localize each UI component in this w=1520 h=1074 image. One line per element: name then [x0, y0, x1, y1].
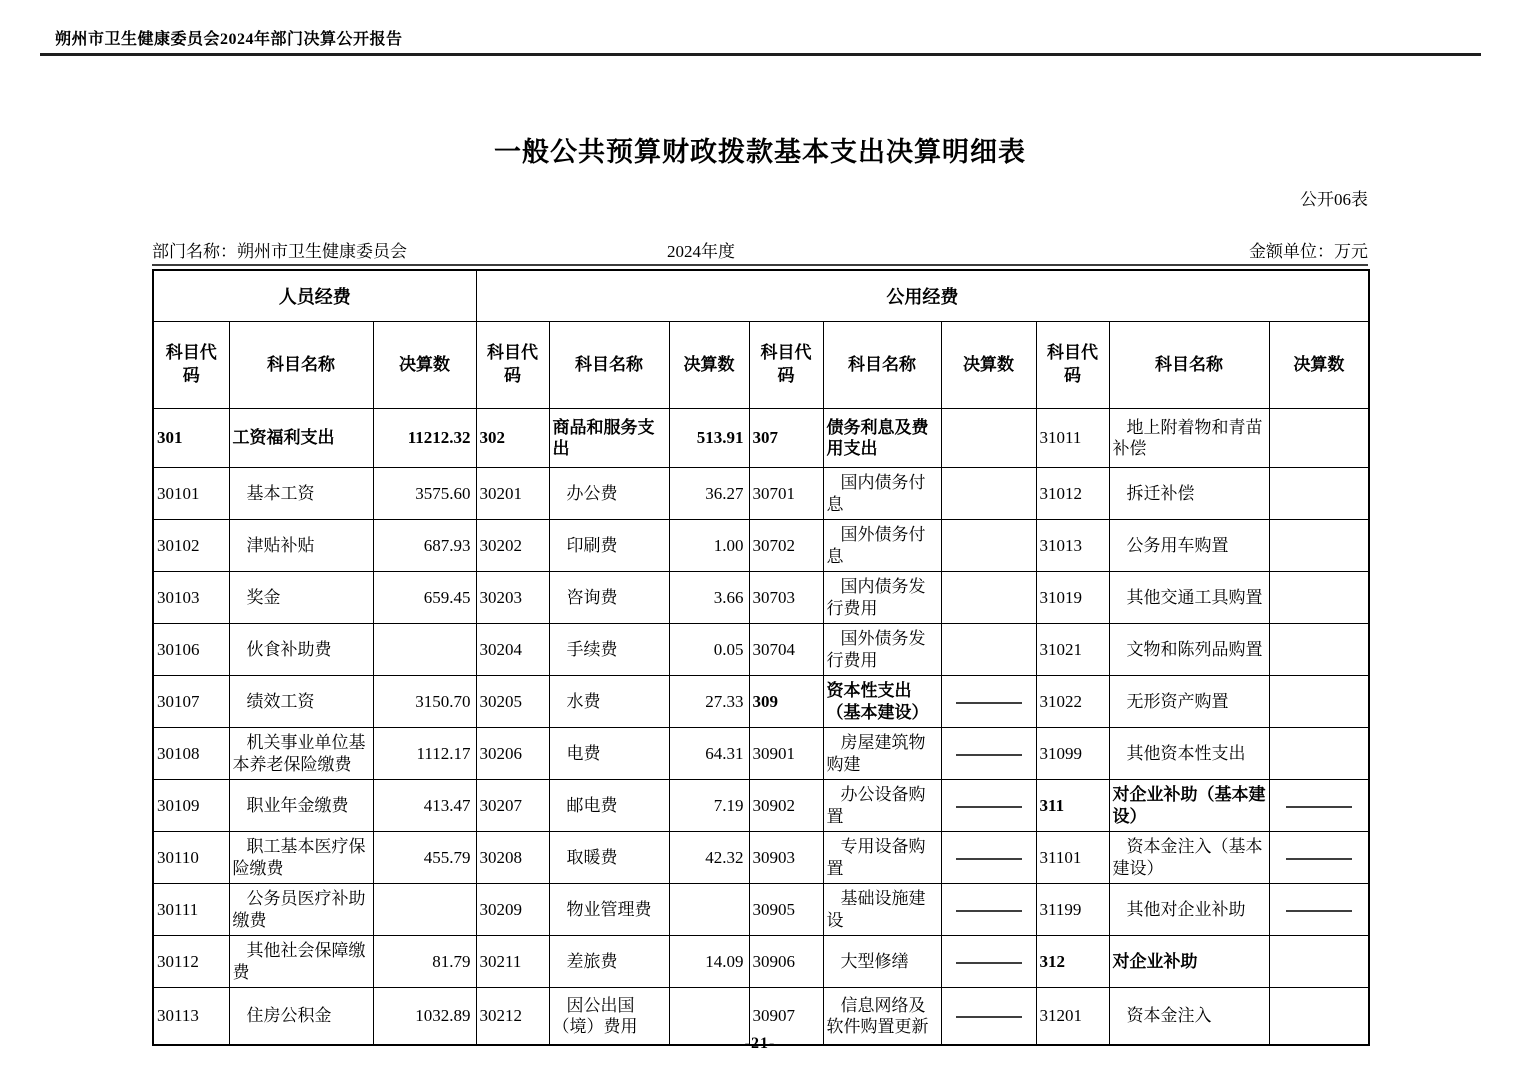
name-cell: 其他对企业补助	[1109, 884, 1269, 936]
code-cell: 30212	[476, 988, 549, 1046]
value-cell: 1112.17	[373, 728, 476, 780]
table-row	[153, 409, 1369, 468]
name-cell: 专用设备购置	[823, 832, 941, 884]
value-cell: 3150.70	[373, 676, 476, 728]
code-cell: 31012	[1036, 468, 1109, 520]
code-cell: 311	[1036, 780, 1109, 832]
column-header-cell: 科目名称	[823, 322, 941, 409]
value-cell	[1269, 520, 1369, 572]
name-cell: 职工基本医疗保险缴费	[229, 832, 373, 884]
value-cell	[941, 409, 1036, 468]
table-body	[153, 409, 1369, 1046]
name-cell: 取暖费	[549, 832, 669, 884]
name-cell: 办公费	[549, 468, 669, 520]
value-cell	[373, 624, 476, 676]
value-cell	[941, 572, 1036, 624]
code-cell: 30108	[153, 728, 229, 780]
name-cell: 资本金注入（基本建设）	[1109, 832, 1269, 884]
value-cell	[1269, 572, 1369, 624]
value-cell: 42.32	[669, 832, 749, 884]
group-header-row	[153, 270, 1369, 322]
value-cell: 1.00	[669, 520, 749, 572]
group-header-cell: 公用经费	[476, 270, 1369, 322]
column-header-cell: 决算数	[941, 322, 1036, 409]
value-cell	[1269, 409, 1369, 468]
value-cell	[1269, 676, 1369, 728]
column-header-cell: 科目代码	[476, 322, 549, 409]
code-cell: 31022	[1036, 676, 1109, 728]
name-cell: 公务员医疗补助缴费	[229, 884, 373, 936]
name-cell: 办公设备购置	[823, 780, 941, 832]
amount-unit: 金额单位：万元	[1249, 242, 1368, 261]
code-cell: 307	[749, 409, 823, 468]
code-cell: 30203	[476, 572, 549, 624]
fiscal-year: 2024年度	[667, 242, 735, 261]
table-number: 公开06表	[1300, 190, 1368, 209]
value-cell: 455.79	[373, 832, 476, 884]
table-row	[153, 624, 1369, 676]
page-title: 一般公共预算财政拨款基本支出决算明细表	[494, 137, 1026, 167]
code-cell: 30113	[153, 988, 229, 1046]
dash-placeholder	[1286, 858, 1352, 860]
value-cell	[1269, 624, 1369, 676]
table-row	[153, 728, 1369, 780]
code-cell: 30107	[153, 676, 229, 728]
name-cell: 文物和陈列品购置	[1109, 624, 1269, 676]
department-name: 部门名称：朔州市卫生健康委员会	[152, 242, 407, 261]
value-cell	[941, 780, 1036, 832]
value-cell: 0.05	[669, 624, 749, 676]
name-cell: 房屋建筑物购建	[823, 728, 941, 780]
value-cell	[941, 624, 1036, 676]
value-cell: 81.79	[373, 936, 476, 988]
name-cell: 国内债务发行费用	[823, 572, 941, 624]
value-cell: 3575.60	[373, 468, 476, 520]
code-cell: 30112	[153, 936, 229, 988]
code-cell: 30201	[476, 468, 549, 520]
name-cell: 国内债务付息	[823, 468, 941, 520]
name-cell: 差旅费	[549, 936, 669, 988]
name-cell: 绩效工资	[229, 676, 373, 728]
name-cell: 大型修缮	[823, 936, 941, 988]
name-cell: 手续费	[549, 624, 669, 676]
name-cell: 因公出国（境）费用	[549, 988, 669, 1046]
column-header-cell: 决算数	[1269, 322, 1369, 409]
name-cell: 职业年金缴费	[229, 780, 373, 832]
code-cell: 31199	[1036, 884, 1109, 936]
value-cell: 64.31	[669, 728, 749, 780]
name-cell: 国外债务发行费用	[823, 624, 941, 676]
name-cell: 印刷费	[549, 520, 669, 572]
value-cell	[941, 520, 1036, 572]
table-row	[153, 468, 1369, 520]
name-cell: 资本金注入	[1109, 988, 1269, 1046]
code-cell: 30208	[476, 832, 549, 884]
code-cell: 30211	[476, 936, 549, 988]
value-cell	[941, 468, 1036, 520]
code-cell: 302	[476, 409, 549, 468]
value-cell	[941, 936, 1036, 988]
name-cell: 资本性支出（基本建设）	[823, 676, 941, 728]
table-row	[153, 572, 1369, 624]
code-cell: 309	[749, 676, 823, 728]
value-cell: 413.47	[373, 780, 476, 832]
value-cell: 7.19	[669, 780, 749, 832]
code-cell: 30102	[153, 520, 229, 572]
value-cell: 687.93	[373, 520, 476, 572]
value-cell: 36.27	[669, 468, 749, 520]
code-cell: 30106	[153, 624, 229, 676]
name-cell: 电费	[549, 728, 669, 780]
name-cell: 住房公积金	[229, 988, 373, 1046]
code-cell: 30204	[476, 624, 549, 676]
code-cell: 31101	[1036, 832, 1109, 884]
code-cell: 31021	[1036, 624, 1109, 676]
value-cell	[1269, 780, 1369, 832]
value-cell	[1269, 468, 1369, 520]
value-cell	[941, 728, 1036, 780]
group-header-cell: 人员经费	[153, 270, 476, 322]
table-row	[153, 520, 1369, 572]
name-cell: 其他社会保障缴费	[229, 936, 373, 988]
value-cell	[1269, 936, 1369, 988]
name-cell: 债务利息及费用支出	[823, 409, 941, 468]
name-cell: 机关事业单位基本养老保险缴费	[229, 728, 373, 780]
code-cell: 30703	[749, 572, 823, 624]
dash-placeholder	[956, 858, 1022, 860]
table-head	[153, 270, 1369, 409]
code-cell: 30907	[749, 988, 823, 1046]
code-cell: 301	[153, 409, 229, 468]
name-cell: 邮电费	[549, 780, 669, 832]
code-cell: 30209	[476, 884, 549, 936]
table-row	[153, 780, 1369, 832]
name-cell: 对企业补助（基本建设）	[1109, 780, 1269, 832]
name-cell: 咨询费	[549, 572, 669, 624]
table-top-rule	[152, 264, 1368, 266]
name-cell: 商品和服务支出	[549, 409, 669, 468]
code-cell: 31201	[1036, 988, 1109, 1046]
name-cell: 其他资本性支出	[1109, 728, 1269, 780]
name-cell: 伙食补助费	[229, 624, 373, 676]
name-cell: 奖金	[229, 572, 373, 624]
name-cell: 对企业补助	[1109, 936, 1269, 988]
name-cell: 其他交通工具购置	[1109, 572, 1269, 624]
code-cell: 30202	[476, 520, 549, 572]
value-cell	[941, 676, 1036, 728]
code-cell: 30111	[153, 884, 229, 936]
code-cell: 30905	[749, 884, 823, 936]
name-cell: 信息网络及软件购置更新	[823, 988, 941, 1046]
value-cell: 1032.89	[373, 988, 476, 1046]
page-number: -21-	[744, 1035, 776, 1052]
name-cell: 拆迁补偿	[1109, 468, 1269, 520]
value-cell	[941, 832, 1036, 884]
dash-placeholder	[956, 910, 1022, 912]
name-cell: 国外债务付息	[823, 520, 941, 572]
name-cell: 公务用车购置	[1109, 520, 1269, 572]
value-cell: 659.45	[373, 572, 476, 624]
code-cell: 30205	[476, 676, 549, 728]
column-header-cell: 科目代码	[1036, 322, 1109, 409]
name-cell: 基本工资	[229, 468, 373, 520]
code-cell: 30701	[749, 468, 823, 520]
column-header-cell: 科目名称	[549, 322, 669, 409]
code-cell: 312	[1036, 936, 1109, 988]
column-header-cell: 科目名称	[229, 322, 373, 409]
column-header-cell: 科目名称	[1109, 322, 1269, 409]
name-cell: 工资福利支出	[229, 409, 373, 468]
column-header-cell: 科目代码	[153, 322, 229, 409]
code-cell: 30901	[749, 728, 823, 780]
code-cell: 31011	[1036, 409, 1109, 468]
value-cell	[1269, 832, 1369, 884]
code-cell: 31019	[1036, 572, 1109, 624]
report-header: 朔州市卫生健康委员会2024年部门决算公开报告	[55, 31, 403, 48]
name-cell: 地上附着物和青苗补偿	[1109, 409, 1269, 468]
table-row	[153, 936, 1369, 988]
dash-placeholder	[956, 806, 1022, 808]
value-cell: 14.09	[669, 936, 749, 988]
code-cell: 31099	[1036, 728, 1109, 780]
value-cell	[941, 884, 1036, 936]
dash-placeholder	[1286, 806, 1352, 808]
name-cell: 津贴补贴	[229, 520, 373, 572]
table-row	[153, 884, 1369, 936]
dash-placeholder	[956, 1016, 1022, 1018]
code-cell: 30101	[153, 468, 229, 520]
name-cell: 水费	[549, 676, 669, 728]
column-header-cell: 决算数	[669, 322, 749, 409]
code-cell: 30109	[153, 780, 229, 832]
column-header-cell: 科目代码	[749, 322, 823, 409]
table-row	[153, 676, 1369, 728]
value-cell	[1269, 728, 1369, 780]
code-cell: 30903	[749, 832, 823, 884]
value-cell	[1269, 884, 1369, 936]
value-cell	[669, 884, 749, 936]
value-cell: 513.91	[669, 409, 749, 468]
name-cell: 基础设施建设	[823, 884, 941, 936]
dash-placeholder	[956, 702, 1022, 704]
value-cell	[373, 884, 476, 936]
dash-placeholder	[956, 754, 1022, 756]
value-cell: 11212.32	[373, 409, 476, 468]
value-cell: 27.33	[669, 676, 749, 728]
budget-table	[152, 269, 1370, 1046]
code-cell: 30103	[153, 572, 229, 624]
code-cell: 30207	[476, 780, 549, 832]
code-cell: 30906	[749, 936, 823, 988]
column-header-row	[153, 322, 1369, 409]
dash-placeholder	[1286, 910, 1352, 912]
dash-placeholder	[956, 962, 1022, 964]
code-cell: 30702	[749, 520, 823, 572]
header-rule	[40, 53, 1481, 56]
table-row	[153, 832, 1369, 884]
code-cell: 30110	[153, 832, 229, 884]
name-cell: 无形资产购置	[1109, 676, 1269, 728]
code-cell: 31013	[1036, 520, 1109, 572]
name-cell: 物业管理费	[549, 884, 669, 936]
code-cell: 30206	[476, 728, 549, 780]
code-cell: 30704	[749, 624, 823, 676]
value-cell: 3.66	[669, 572, 749, 624]
column-header-cell: 决算数	[373, 322, 476, 409]
code-cell: 30902	[749, 780, 823, 832]
